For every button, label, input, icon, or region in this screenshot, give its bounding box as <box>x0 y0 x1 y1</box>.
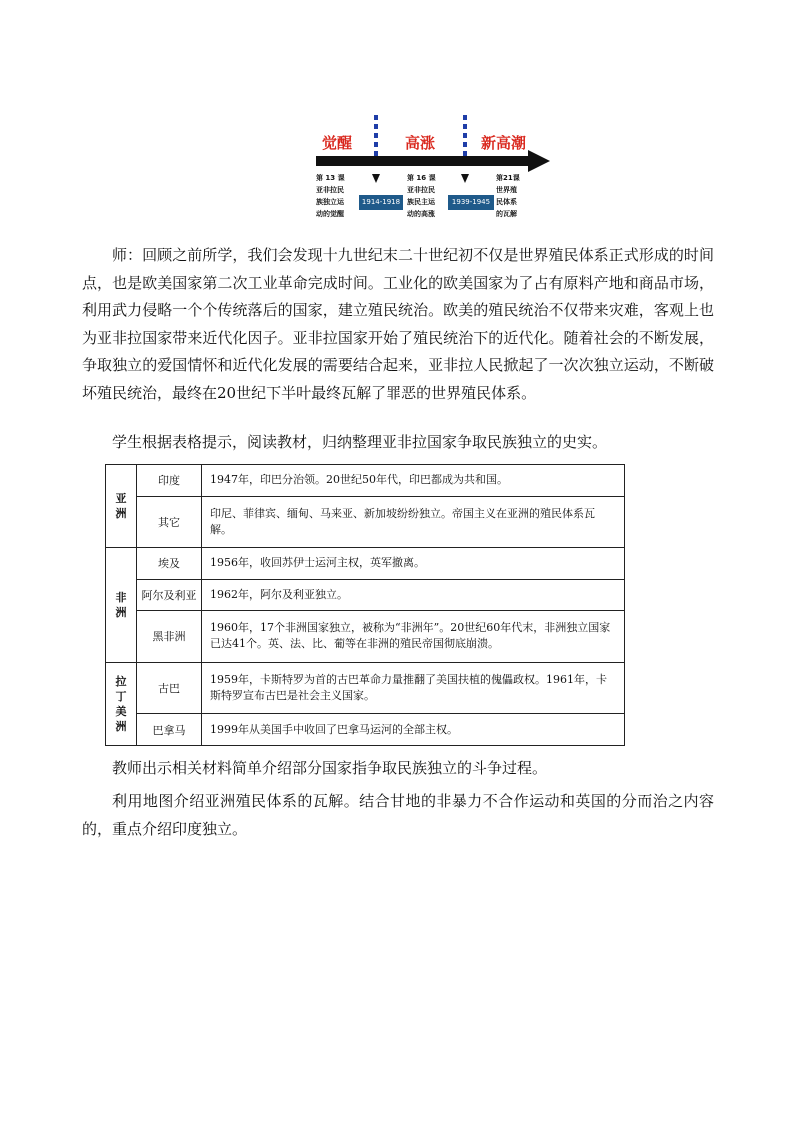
timeline-phase-surge: 高涨 <box>405 134 436 152</box>
table-row <box>106 662 625 714</box>
timeline-down-arrow-icon <box>372 174 380 183</box>
table-row <box>106 611 625 663</box>
timeline-lesson-13: 第 13 课 亚非拉民 族独立运 动的觉醒 <box>316 174 345 218</box>
timeline-lesson-16: 第 16 课 亚非拉民 族民主运 动的高涨 <box>407 174 436 218</box>
timeline-arrow-head-icon <box>528 150 550 172</box>
fact-cell: 1999年从美国手中收回了巴拿马运河的全部主权。 <box>202 714 625 746</box>
region-cell-asia: 亚洲 <box>106 465 137 548</box>
country-cell: 阿尔及利亚 <box>137 579 202 611</box>
teacher-review-paragraph: 师：回顾之前所学，我们会发现十九世纪末二十世纪初不仅是世界殖民体系正式形成的时间点，也是欧美国家第二次工业革命完成时间。工业化的欧美国家为了占有原料产地和商品市场，利用武力侵略一个个传统落后的国家，建立殖民统治。欧美的殖民统治不仅带来灾难，客观上也为亚非拉国家带来近代化因子。亚非拉国家开始了殖民统治下的近代化。随着社会的不断发展，争取独立的爱国情怀和近代化发展的需要结合起来，亚非拉人民掀起了一次次独立运动，不断破坏殖民统治，最终在20世纪下半叶最终瓦解了罪恶的世界殖民体系。 <box>82 246 714 402</box>
timeline-phase-new-climax: 新高潮 <box>481 134 527 152</box>
student-task-paragraph: 学生根据表格提示，阅读教材，归纳整理亚非拉国家争取民族独立的史实。 <box>112 433 608 451</box>
table-row <box>106 465 625 497</box>
country-cell: 黑非洲 <box>137 611 202 663</box>
fact-cell: 1960年，17个非洲国家独立，被称为“非洲年”。20世纪60年代末，非洲独立国家已达41个。英、法、比、葡等在非洲的殖民帝国彻底崩溃。 <box>202 611 625 663</box>
timeline-down-arrow-icon <box>461 174 469 183</box>
country-cell: 其它 <box>137 496 202 548</box>
country-cell: 巴拿马 <box>137 714 202 746</box>
country-cell: 埃及 <box>137 548 202 580</box>
table-row <box>106 714 625 746</box>
teacher-material-paragraph: 教师出示相关材料简单介绍部分国家指争取民族独立的斗争过程。 <box>112 759 548 777</box>
fact-cell: 1959年，卡斯特罗为首的古巴革命力量推翻了美国扶植的傀儡政权。1961年，卡斯特罗宣布古巴是社会主义国家。 <box>202 662 625 714</box>
country-cell: 古巴 <box>137 662 202 714</box>
timeline-lesson-21: 第21课 世界殖 民体系 的瓦解 <box>496 174 520 218</box>
timeline-date-ww2: 1939-1945 <box>448 195 494 210</box>
fact-cell: 1962年，阿尔及利亚独立。 <box>202 579 625 611</box>
fact-cell: 1956年，收回苏伊士运河主权，英军撤离。 <box>202 548 625 580</box>
country-cell: 印度 <box>137 465 202 497</box>
fact-cell: 1947年，印巴分治领。20世纪50年代，印巴都成为共和国。 <box>202 465 625 497</box>
timeline-date-ww1: 1914-1918 <box>359 195 403 210</box>
fact-cell: 印尼、菲律宾、缅甸、马来亚、新加坡纷纷独立。帝国主义在亚洲的殖民体系瓦解。 <box>202 496 625 548</box>
timeline-figure <box>310 112 555 222</box>
table-row <box>106 548 625 580</box>
timeline-phase-awakening: 觉醒 <box>322 134 353 152</box>
timeline-arrow-bar <box>316 156 530 166</box>
table-row <box>106 579 625 611</box>
independence-facts-table <box>105 464 625 746</box>
table-row <box>106 496 625 548</box>
region-cell-africa: 非洲 <box>106 548 137 663</box>
region-cell-latin-america: 拉丁美洲 <box>106 662 137 745</box>
map-introduction-paragraph: 利用地图介绍亚洲殖民体系的瓦解。结合甘地的非暴力不合作运动和英国的分而治之内容的，重点介绍印度独立。 <box>82 792 714 838</box>
